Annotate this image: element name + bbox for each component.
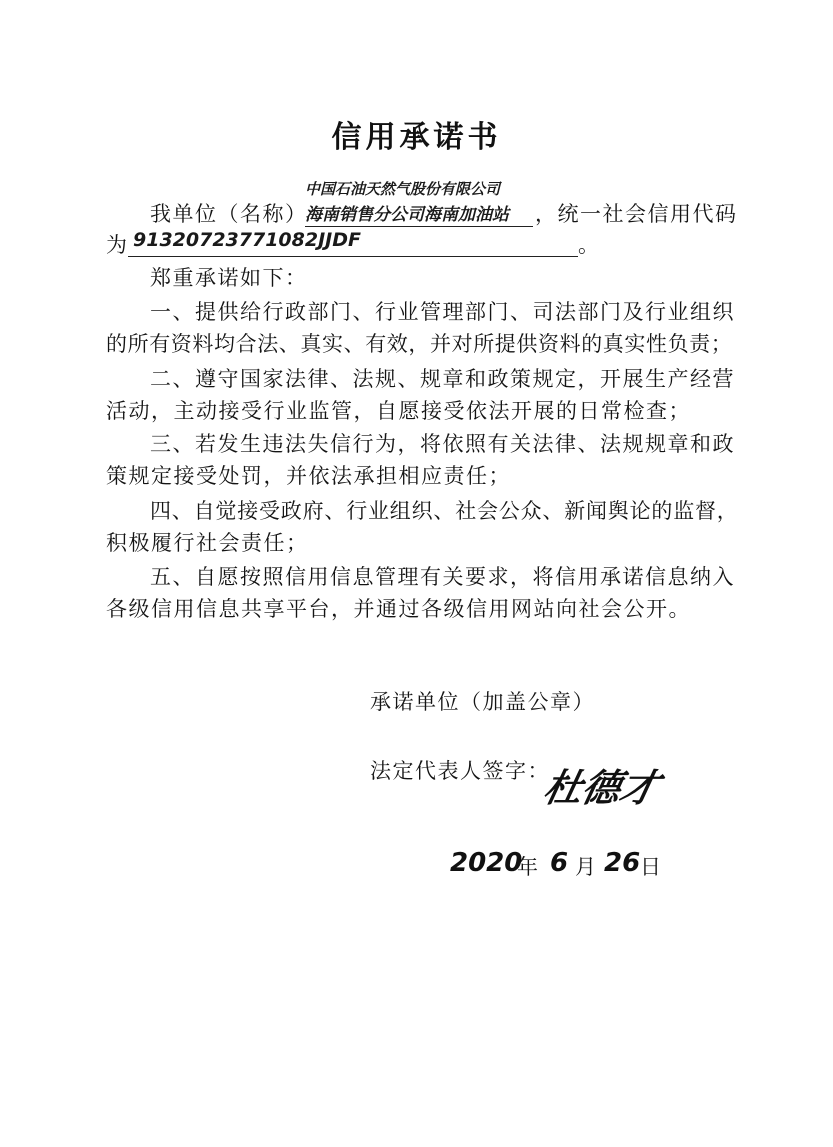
para3-line1: 三、若发生违法失信行为，将依照有关法律、法规规章和政 <box>150 432 735 456</box>
para5-line1: 五、自愿按照信用信息管理有关要求，将信用承诺信息纳入 <box>150 565 735 589</box>
para4-line1: 四、自觉接受政府、行业组织、社会公众、新闻舆论的监督， <box>150 499 739 523</box>
para2-line2: 活动，主动接受行业监管，自愿接受依法开展的日常检查； <box>106 399 691 423</box>
unit-name-underline <box>305 226 533 227</box>
legal-rep-label: 法定代表人签字： <box>370 759 550 783</box>
unit-name-handwritten-line1: 中国石油天然气股份有限公司 <box>305 180 501 198</box>
date-month: 6 <box>550 848 569 878</box>
date-day-char: 日 <box>640 855 661 879</box>
document-title: 信用承诺书 <box>331 120 502 155</box>
credit-code-handwritten: 91320723771082JJDF <box>133 229 361 251</box>
code-suffix: 。 <box>578 233 601 257</box>
code-prefix: 为 <box>106 233 129 257</box>
para1-line1: 一、提供给行政部门、行业管理部门、司法部门及行业组织 <box>150 300 735 324</box>
date-year: 2020 <box>450 848 523 878</box>
para3-line2: 策规定接受处罚，并依法承担相应责任； <box>106 464 511 488</box>
date-day: 26 <box>604 848 641 878</box>
para5-line2: 各级信用信息共享平台，并通过各级信用网站向社会公开。 <box>106 597 691 621</box>
legal-rep-signature: 杜德才 <box>539 766 663 810</box>
para2-line1: 二、遵守国家法律、法规、规章和政策规定，开展生产经营 <box>150 367 735 391</box>
date-year-char: 年 <box>517 855 538 879</box>
para4-line2: 积极履行社会责任； <box>106 531 309 555</box>
pledge-unit-label: 承诺单位（加盖公章） <box>370 690 595 714</box>
unit-prefix: 我单位（名称） <box>150 202 308 226</box>
date-month-char: 月 <box>575 855 596 879</box>
unit-name-handwritten-line2: 海南销售分公司海南加油站 <box>305 205 509 225</box>
para1-line2: 的所有资料均合法、真实、有效，并对所提供资料的真实性负责； <box>106 332 733 356</box>
credit-code-underline <box>128 256 578 257</box>
intro-text: 郑重承诺如下： <box>150 266 308 290</box>
unit-suffix: ，统一社会信用代码 <box>535 202 738 226</box>
